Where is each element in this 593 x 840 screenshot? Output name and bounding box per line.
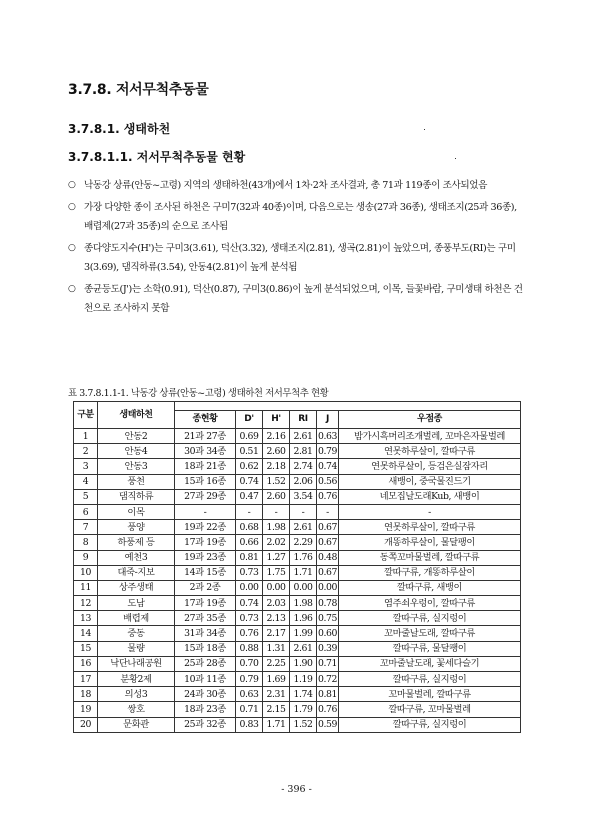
cell-d: 0.83 [236,717,263,732]
cell-d: 0.73 [236,565,263,580]
cell-species-count: 18과 21종 [175,459,236,474]
cell-stream: 분황2제 [98,672,175,687]
cell-no: 17 [74,672,98,687]
cell-species-count: 31과 34종 [175,626,236,641]
cell-ri: 3.54 [290,489,317,504]
cell-ri: 2.29 [290,535,317,550]
cell-stream: 배렵제 [98,611,175,626]
table-row [74,520,521,535]
cell-h: 2.03 [263,596,290,611]
bullet-list [68,176,528,321]
cell-h: 2.15 [263,702,290,717]
cell-stream: 중동 [98,626,175,641]
cell-j: 0.71 [317,656,339,671]
cell-dominant: 연못하루살이, 깔따구류 [339,520,521,535]
cell-j: 0.78 [317,596,339,611]
table-row [74,717,521,732]
cell-species-count: 15과 18종 [175,641,236,656]
page-number: - 396 - [281,784,312,795]
cell-ri: 1.76 [290,550,317,565]
cell-h: 1.71 [263,717,290,732]
header-no: 구분 [74,402,98,429]
cell-species-count: 14과 15종 [175,565,236,580]
cell-d: - [236,504,263,519]
cell-d: 0.62 [236,459,263,474]
cell-h: 2.60 [263,444,290,459]
header-species-count: 종현황 [175,411,236,429]
table-row [74,459,521,474]
cell-dominant: 네모집날도래Kub, 새뱅이 [339,489,521,504]
cell-species-count: 21과 27종 [175,429,236,444]
cell-ri: 1.52 [290,717,317,732]
cell-dominant: 깔따구류, 실지렁이 [339,672,521,687]
cell-h: 0.00 [263,580,290,595]
cell-species-count: 25과 32종 [175,717,236,732]
cell-h: 2.25 [263,656,290,671]
cell-dominant: 염주쇠우렁이, 깔따구류 [339,596,521,611]
cell-j: 0.67 [317,565,339,580]
cell-species-count: 25과 28종 [175,656,236,671]
cell-d: 0.73 [236,611,263,626]
cell-j: 0.72 [317,672,339,687]
cell-d: 0.79 [236,672,263,687]
cell-stream: 예천3 [98,550,175,565]
section-heading-3-7-8-1-1: 3.7.8.1.1. 저서무척추동물 현황 [68,150,246,164]
cell-dominant: 연못하루살이, 등검은실잠자리 [339,459,521,474]
cell-ri: 1.98 [290,596,317,611]
bullet-text: 종균등도(J')는 소학(0.91), 덕산(0.87), 구미3(0.86)이 높게 분석되었으며, 이목, 들꽃바람, 구미생태 하천은 건천으로 조사하지 못함 [84,284,523,314]
cell-stream: 풍천 [98,474,175,489]
cell-j: 0.39 [317,641,339,656]
cell-no: 1 [74,429,98,444]
table-row [74,580,521,595]
cell-dominant: 깔따구류, 새뱅이 [339,580,521,595]
table-row [74,611,521,626]
cell-h: 1.75 [263,565,290,580]
cell-j: 0.79 [317,444,339,459]
cell-ri: 2.06 [290,474,317,489]
cell-stream: 문화관 [98,717,175,732]
cell-no: 18 [74,687,98,702]
cell-j: 0.67 [317,535,339,550]
cell-h: 1.27 [263,550,290,565]
cell-h: 1.98 [263,520,290,535]
cell-species-count: 18과 23종 [175,702,236,717]
cell-ri: 2.61 [290,429,317,444]
cell-d: 0.00 [236,580,263,595]
table-row [74,550,521,565]
cell-species-count: 27과 35종 [175,611,236,626]
cell-d: 0.66 [236,535,263,550]
cell-no: 4 [74,474,98,489]
cell-h: 2.31 [263,687,290,702]
cell-dominant: 깔따구류, 실지렁이 [339,611,521,626]
cell-j: 0.75 [317,611,339,626]
cell-stream: 상주생태 [98,580,175,595]
cell-ri: 0.00 [290,580,317,595]
cell-stream: 낙단나래공원 [98,656,175,671]
cell-no: 6 [74,504,98,519]
cell-stream: 안동4 [98,444,175,459]
cell-j: 0.59 [317,717,339,732]
cell-d: 0.71 [236,702,263,717]
cell-stream: 풍양 [98,520,175,535]
cell-no: 12 [74,596,98,611]
cell-stream: 이목 [98,504,175,519]
cell-ri: 1.90 [290,656,317,671]
cell-species-count: 24과 30종 [175,687,236,702]
cell-j: 0.74 [317,459,339,474]
header-j: J [317,411,339,429]
cell-d: 0.51 [236,444,263,459]
table-row [74,687,521,702]
cell-species-count: 19과 22종 [175,520,236,535]
cell-dominant: 깔따구류, 실지렁이 [339,717,521,732]
cell-dominant: 깔따구류, 개똥하루살이 [339,565,521,580]
cell-ri: 1.19 [290,672,317,687]
cell-d: 0.47 [236,489,263,504]
cell-dominant: 밤가시흑머리조개벌레, 꼬마은자물벌레 [339,429,521,444]
header-h: H' [263,411,290,429]
table-row [74,489,521,504]
benthic-survey-table [73,401,521,733]
cell-no: 15 [74,641,98,656]
header-dominant: 우점종 [339,411,521,429]
cell-dominant: 개똥하루살이, 물달팽이 [339,535,521,550]
cell-j: 0.48 [317,550,339,565]
cell-species-count: 17과 19종 [175,596,236,611]
cell-no: 7 [74,520,98,535]
cell-d: 0.70 [236,656,263,671]
cell-dominant: 꼬마줄날도래, 꽃세다슬기 [339,656,521,671]
cell-ri: 2.74 [290,459,317,474]
bullet-mark: ○ [68,180,76,190]
cell-stream: 안동3 [98,459,175,474]
cell-d: 0.88 [236,641,263,656]
table-row [74,444,521,459]
table-row [74,535,521,550]
cell-ri: 1.96 [290,611,317,626]
cell-dominant: 새뱅이, 중국물진드기 [339,474,521,489]
cell-h: 1.69 [263,672,290,687]
cell-stream: 쌍호 [98,702,175,717]
cell-d: 0.69 [236,429,263,444]
cell-ri: 2.61 [290,520,317,535]
cell-stream: 대죽-지보 [98,565,175,580]
bullet-text: 가장 다양한 종이 조사된 하천은 구미7(32과 40종)이며, 다음으로는 생송(27과 36종), 생태조지(25과 36종), 배렵제(27과 35종)의 순으로 조사됨 [84,202,517,232]
cell-h: - [263,504,290,519]
cell-species-count: 2과 2종 [175,580,236,595]
cell-no: 5 [74,489,98,504]
cell-dominant: - [339,504,521,519]
cell-ri: - [290,504,317,519]
cell-j: - [317,504,339,519]
bullet-item [68,176,528,195]
bullet-text: 낙동강 상류(안동~고령) 지역의 생태하천(43개)에서 1차·2차 조사결과, 총 71과 119종이 조사되었음 [84,180,487,191]
table-row [74,474,521,489]
cell-j: 0.56 [317,474,339,489]
table-body [74,429,521,733]
cell-stream: 물량 [98,641,175,656]
bullet-mark: ○ [68,243,76,253]
stray-dot [424,129,425,130]
cell-stream: 의성3 [98,687,175,702]
cell-dominant: 꼬마물벌레, 깔따구류 [339,687,521,702]
header-d: D' [236,411,263,429]
cell-dominant: 연못하루살이, 깔따구류 [339,444,521,459]
cell-d: 0.74 [236,474,263,489]
cell-species-count: 17과 19종 [175,535,236,550]
cell-no: 14 [74,626,98,641]
cell-species-count: 10과 11종 [175,672,236,687]
cell-no: 11 [74,580,98,595]
table-row [74,429,521,444]
cell-j: 0.63 [317,429,339,444]
table-row [74,641,521,656]
cell-j: 0.76 [317,702,339,717]
cell-j: 0.76 [317,489,339,504]
cell-dominant: 꼬마줄날도래, 깔따구류 [339,626,521,641]
stray-dot [455,158,456,159]
cell-j: 0.67 [317,520,339,535]
cell-no: 8 [74,535,98,550]
cell-h: 2.60 [263,489,290,504]
table-row [74,626,521,641]
cell-j: 0.60 [317,626,339,641]
header-ri: RI [290,411,317,429]
cell-species-count: 27과 29종 [175,489,236,504]
header-spacer [175,402,521,411]
cell-stream: 댐직하류 [98,489,175,504]
cell-d: 0.68 [236,520,263,535]
cell-no: 2 [74,444,98,459]
bullet-item [68,198,528,236]
cell-stream: 하풍제 등 [98,535,175,550]
cell-d: 0.81 [236,550,263,565]
cell-d: 0.63 [236,687,263,702]
cell-ri: 1.74 [290,687,317,702]
bullet-text: 종다양도지수(H')는 구미3(3.61), 덕산(3.32), 생태조지(2.81), 생곡(2.81)이 높았으며, 종풍부도(RI)는 구미3(3.69), 댐직하류(3.54), 안동4(2.81)이 높게 분석됨 [84,243,516,273]
bullet-mark: ○ [68,202,76,212]
cell-no: 19 [74,702,98,717]
cell-species-count: 15과 16종 [175,474,236,489]
table-caption: 표 3.7.8.1.1-1. 낙동강 상류(안동~고령) 생태하천 저서무척추 현황 [68,388,329,399]
cell-stream: 도남 [98,596,175,611]
cell-h: 1.31 [263,641,290,656]
cell-ri: 1.79 [290,702,317,717]
bullet-mark: ○ [68,284,76,294]
cell-no: 3 [74,459,98,474]
section-heading-3-7-8-1: 3.7.8.1. 생태하천 [68,122,171,136]
cell-dominant: 깔따구류, 물달팽이 [339,641,521,656]
cell-no: 20 [74,717,98,732]
cell-h: 1.52 [263,474,290,489]
cell-j: 0.81 [317,687,339,702]
table-row [74,596,521,611]
cell-species-count: 30과 34종 [175,444,236,459]
cell-no: 16 [74,656,98,671]
cell-ri: 1.71 [290,565,317,580]
cell-ri: 2.61 [290,641,317,656]
cell-dominant: 동쪽꼬마물벌레, 깔따구류 [339,550,521,565]
header-stream: 생태하천 [98,402,175,429]
section-heading-3-7-8: 3.7.8. 저서무척추동물 [68,82,209,98]
cell-h: 2.16 [263,429,290,444]
table-row [74,656,521,671]
cell-h: 2.17 [263,626,290,641]
table-row [74,702,521,717]
cell-d: 0.74 [236,596,263,611]
cell-no: 13 [74,611,98,626]
table-row [74,565,521,580]
bullet-item [68,280,528,318]
cell-j: 0.00 [317,580,339,595]
cell-h: 2.18 [263,459,290,474]
cell-d: 0.76 [236,626,263,641]
cell-h: 2.02 [263,535,290,550]
bullet-item [68,239,528,277]
cell-species-count: 19과 23종 [175,550,236,565]
cell-species-count: - [175,504,236,519]
cell-dominant: 깔따구류, 꼬마물벌레 [339,702,521,717]
table-row [74,504,521,519]
cell-ri: 2.81 [290,444,317,459]
cell-h: 2.13 [263,611,290,626]
cell-ri: 1.99 [290,626,317,641]
cell-no: 9 [74,550,98,565]
cell-no: 10 [74,565,98,580]
table-row [74,672,521,687]
cell-stream: 안동2 [98,429,175,444]
